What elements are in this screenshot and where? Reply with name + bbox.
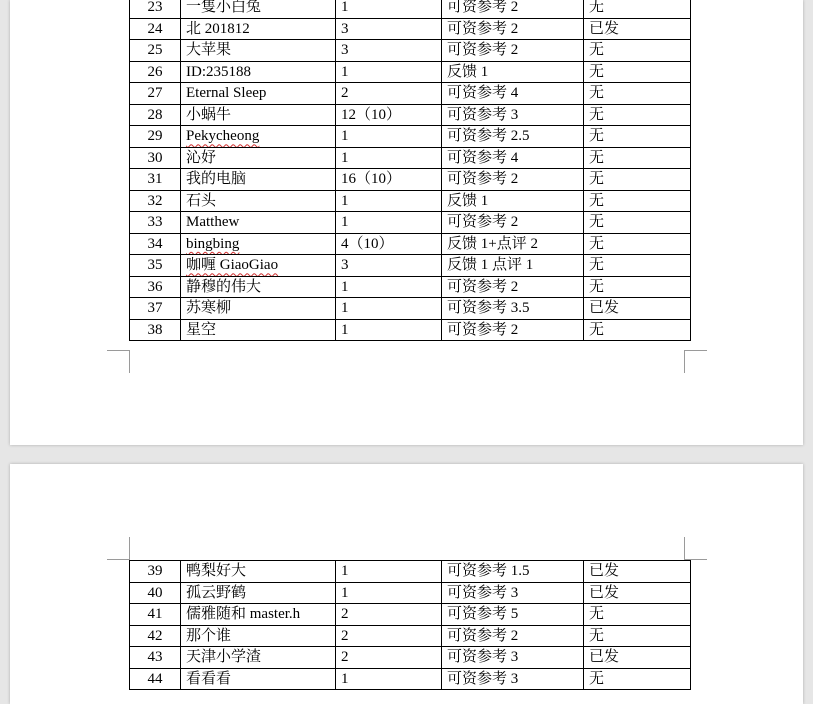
user-name: 石头 <box>181 190 336 212</box>
row-number: 29 <box>130 126 181 148</box>
user-name: 一隻小白兔 <box>181 0 336 18</box>
row-number: 37 <box>130 298 181 320</box>
feedback-status: 反馈 1+点评 2 <box>442 233 584 255</box>
table-row <box>130 126 691 148</box>
entry-count: 4（10） <box>336 233 442 255</box>
crop-mark-bottom-left <box>107 350 130 373</box>
table-row <box>130 604 691 626</box>
entry-count: 3 <box>336 18 442 40</box>
user-name: Matthew <box>181 212 336 234</box>
document-page-1 <box>10 0 803 445</box>
user-name: 大苹果 <box>181 40 336 62</box>
entry-count: 1 <box>336 276 442 298</box>
user-name: 鸭梨好大 <box>181 561 336 583</box>
user-name: ID:235188 <box>181 61 336 83</box>
entry-count: 1 <box>336 147 442 169</box>
entry-count: 1 <box>336 668 442 690</box>
document-page-2 <box>10 464 803 704</box>
feedback-status: 可资参考 2 <box>442 40 584 62</box>
table-row <box>130 233 691 255</box>
sent-status: 无 <box>584 276 691 298</box>
feedback-status: 可资参考 2 <box>442 625 584 647</box>
entry-count: 1 <box>336 582 442 604</box>
feedback-status: 可资参考 2.5 <box>442 126 584 148</box>
entry-count: 2 <box>336 604 442 626</box>
feedback-status: 可资参考 2 <box>442 18 584 40</box>
row-number: 41 <box>130 604 181 626</box>
feedback-status: 可资参考 3 <box>442 647 584 669</box>
user-name: 苏寒柳 <box>181 298 336 320</box>
user-name: Eternal Sleep <box>181 83 336 105</box>
results-table-page-2 <box>129 560 691 690</box>
feedback-status: 可资参考 3.5 <box>442 298 584 320</box>
crop-mark-top-left <box>107 537 130 560</box>
user-name: 我的电脑 <box>181 169 336 191</box>
table-row <box>130 668 691 690</box>
row-number: 27 <box>130 83 181 105</box>
sent-status: 无 <box>584 255 691 277</box>
user-name: 小蜗牛 <box>181 104 336 126</box>
entry-count: 1 <box>336 126 442 148</box>
table-row <box>130 147 691 169</box>
sent-status: 无 <box>584 0 691 18</box>
row-number: 40 <box>130 582 181 604</box>
sent-status: 已发 <box>584 561 691 583</box>
entry-count: 1 <box>336 298 442 320</box>
feedback-status: 反馈 1 <box>442 190 584 212</box>
feedback-status: 可资参考 2 <box>442 169 584 191</box>
feedback-status: 可资参考 1.5 <box>442 561 584 583</box>
sent-status: 无 <box>584 625 691 647</box>
table-row <box>130 255 691 277</box>
row-number: 33 <box>130 212 181 234</box>
user-name: 沁妤 <box>181 147 336 169</box>
entry-count: 2 <box>336 647 442 669</box>
sent-status: 无 <box>584 169 691 191</box>
entry-count: 1 <box>336 190 442 212</box>
user-name: 孤云野鹤 <box>181 582 336 604</box>
user-name: 看看看 <box>181 668 336 690</box>
row-number: 23 <box>130 0 181 18</box>
entry-count: 2 <box>336 83 442 105</box>
row-number: 25 <box>130 40 181 62</box>
row-number: 43 <box>130 647 181 669</box>
spellcheck-underline: bingbing <box>186 235 240 252</box>
sent-status: 无 <box>584 83 691 105</box>
feedback-status: 反馈 1 点评 1 <box>442 255 584 277</box>
entry-count: 16（10） <box>336 169 442 191</box>
entry-count: 1 <box>336 319 442 341</box>
entry-count: 1 <box>336 61 442 83</box>
row-number: 24 <box>130 18 181 40</box>
sent-status: 无 <box>584 190 691 212</box>
sent-status: 无 <box>584 233 691 255</box>
entry-count: 1 <box>336 561 442 583</box>
feedback-status: 可资参考 2 <box>442 0 584 18</box>
feedback-status: 可资参考 2 <box>442 212 584 234</box>
user-name: 那个谁 <box>181 625 336 647</box>
sent-status: 无 <box>584 147 691 169</box>
row-number: 31 <box>130 169 181 191</box>
user-name: 儒雅随和 master.h <box>181 604 336 626</box>
sent-status: 无 <box>584 40 691 62</box>
row-number: 36 <box>130 276 181 298</box>
feedback-status: 可资参考 5 <box>442 604 584 626</box>
results-table-page-1 <box>129 0 691 341</box>
table-row <box>130 0 691 18</box>
feedback-status: 反馈 1 <box>442 61 584 83</box>
crop-mark-top-right <box>684 537 707 560</box>
sent-status: 无 <box>584 604 691 626</box>
entry-count: 1 <box>336 212 442 234</box>
user-name: 星空 <box>181 319 336 341</box>
sent-status: 无 <box>584 104 691 126</box>
row-number: 28 <box>130 104 181 126</box>
table-row <box>130 169 691 191</box>
table-row <box>130 18 691 40</box>
sent-status: 已发 <box>584 298 691 320</box>
table-row <box>130 582 691 604</box>
user-name: 静穆的伟大 <box>181 276 336 298</box>
table-row <box>130 298 691 320</box>
table-row <box>130 40 691 62</box>
row-number: 38 <box>130 319 181 341</box>
feedback-status: 可资参考 3 <box>442 582 584 604</box>
sent-status: 无 <box>584 319 691 341</box>
table-row <box>130 647 691 669</box>
row-number: 42 <box>130 625 181 647</box>
spellcheck-underline: 咖喱 GiaoGiao <box>186 257 279 274</box>
row-number: 34 <box>130 233 181 255</box>
entry-count: 3 <box>336 40 442 62</box>
sent-status: 无 <box>584 668 691 690</box>
sent-status: 无 <box>584 212 691 234</box>
crop-mark-bottom-right <box>684 350 707 373</box>
row-number: 30 <box>130 147 181 169</box>
sent-status: 无 <box>584 126 691 148</box>
feedback-status: 可资参考 4 <box>442 147 584 169</box>
user-name <box>181 233 336 255</box>
sent-status: 已发 <box>584 582 691 604</box>
sent-status: 已发 <box>584 647 691 669</box>
row-number: 26 <box>130 61 181 83</box>
table-row <box>130 561 691 583</box>
table-row <box>130 319 691 341</box>
table-row <box>130 61 691 83</box>
table-row <box>130 190 691 212</box>
user-name: 北 201812 <box>181 18 336 40</box>
spellcheck-underline: Pekycheong <box>186 128 260 145</box>
table-row <box>130 276 691 298</box>
table-row <box>130 104 691 126</box>
entry-count: 3 <box>336 255 442 277</box>
row-number: 35 <box>130 255 181 277</box>
row-number: 39 <box>130 561 181 583</box>
feedback-status: 可资参考 3 <box>442 104 584 126</box>
entry-count: 1 <box>336 0 442 18</box>
sent-status: 已发 <box>584 18 691 40</box>
table-row <box>130 625 691 647</box>
user-name <box>181 255 336 277</box>
entry-count: 12（10） <box>336 104 442 126</box>
feedback-status: 可资参考 3 <box>442 668 584 690</box>
sent-status: 无 <box>584 61 691 83</box>
feedback-status: 可资参考 2 <box>442 276 584 298</box>
user-name: 天津小学渣 <box>181 647 336 669</box>
user-name <box>181 126 336 148</box>
row-number: 44 <box>130 668 181 690</box>
table-row <box>130 212 691 234</box>
feedback-status: 可资参考 2 <box>442 319 584 341</box>
entry-count: 2 <box>336 625 442 647</box>
row-number: 32 <box>130 190 181 212</box>
table-row <box>130 83 691 105</box>
feedback-status: 可资参考 4 <box>442 83 584 105</box>
